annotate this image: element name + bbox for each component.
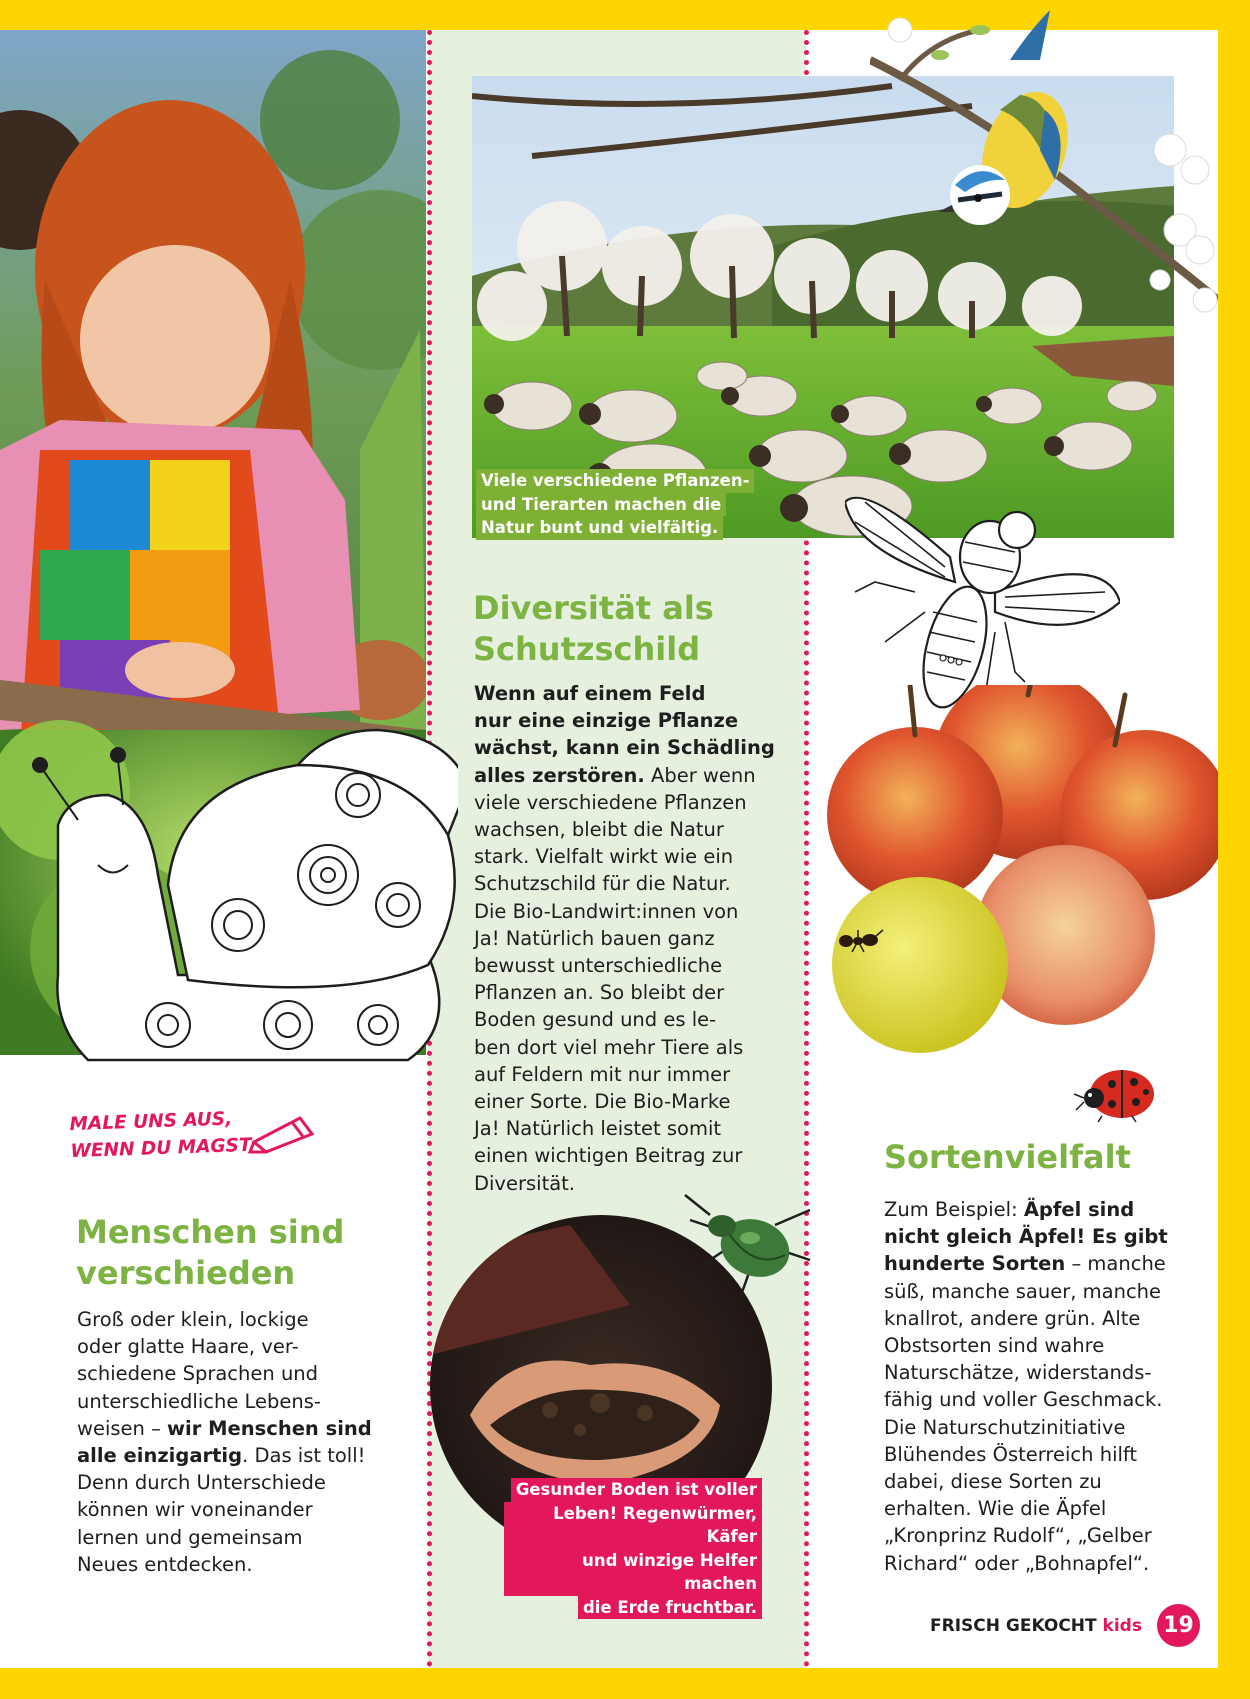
sortenvielfalt-paragraph: Zum Beispiel: Äpfel sind nicht gleich Äpfel! Es gibt hunderte Sorten – manche süß, manche sauer, manche knallrot, andere grün. Alte Obstsorten sind wahre Naturschätze, widerstands- fähig und voller Geschmack. Die Naturschutzinitiative Blühendes Österreich hilft dabei, diese Sorten zu erhalten. Wie die Äpfel „Kronprinz Rudolf“, „Gelber Richard“ oder „Bohnapfel“.: [884, 1198, 1168, 1575]
heading-menschen-line-2: verschieden: [76, 1254, 296, 1292]
footer-brand-kids: kids: [1102, 1616, 1142, 1636]
ant-icon: [838, 928, 884, 954]
ladybug-icon: [1072, 1062, 1164, 1124]
heading-diversitaet-line-1: Diversität als: [473, 589, 714, 627]
footer-brand-name: FRISCH GEKOCHT: [930, 1616, 1103, 1636]
coloring-invitation: [69, 1105, 252, 1165]
beetle-icon: [680, 1180, 820, 1300]
footer-brand: [930, 1616, 1142, 1636]
soil-caption: Gesunder Boden ist voller Leben! Regenwürmer, Käfer und winzige Helfer machen die Erde fruchtbar.: [504, 1478, 762, 1619]
meadow-caption: Viele verschiedene Pflanzen- und Tierarten machen die Natur bunt und vielfältig.: [476, 469, 754, 540]
diversitaet-paragraph: Wenn auf einem Feld nur eine einzige Pflanze wächst, kann ein Schädling alles zerstören. Aber wenn viele verschiedene Pflanzen wachsen, bleibt die Natur stark. Vielfalt wirkt wie ein Schutzschild für die Natur. Die Bio-Landwirt:innen von Ja! Natürlich bauen ganz bewusst unterschiedliche Pflanzen an. So bleibt der Boden gesund und es le- ben dort viel mehr Tiere als auf Feldern mit nur immer einer Sorte. Die Bio-Marke Ja! Natürlich leistet somit einen wichtigen Beitrag zur Diversität.: [474, 682, 775, 1195]
heading-diversitaet-line-2: Schutzschild: [473, 630, 701, 668]
coloring-line-1: MALE UNS AUS,: [69, 1108, 233, 1136]
heading-menschen-line-1: Menschen sind: [76, 1213, 345, 1251]
menschen-paragraph: Groß oder klein, lockige oder glatte Haare, ver- schiedene Sprachen und unterschiedliche Lebens- weisen – wir Menschen sind alle einzigartig. Das ist toll! Denn durch Unterschiede können wir voneinander lernen und gemeinsam Neues entdecken.: [77, 1308, 372, 1576]
blue-tit-bird: [870, 0, 1218, 330]
page-frame-right: [1218, 0, 1250, 1699]
apples-photo: [815, 685, 1218, 1105]
pencil-icon: [248, 1108, 320, 1154]
heading-diversitaet: [473, 588, 714, 670]
heading-sortenvielfalt: Sortenvielfalt: [884, 1138, 1131, 1176]
coloring-line-2: WENN DU MAGST: [70, 1134, 252, 1163]
heading-menschen: [76, 1212, 344, 1294]
snail-outline: [28, 725, 458, 1075]
page-number: 19: [1157, 1604, 1200, 1647]
page-frame-bottom: [0, 1668, 1250, 1699]
